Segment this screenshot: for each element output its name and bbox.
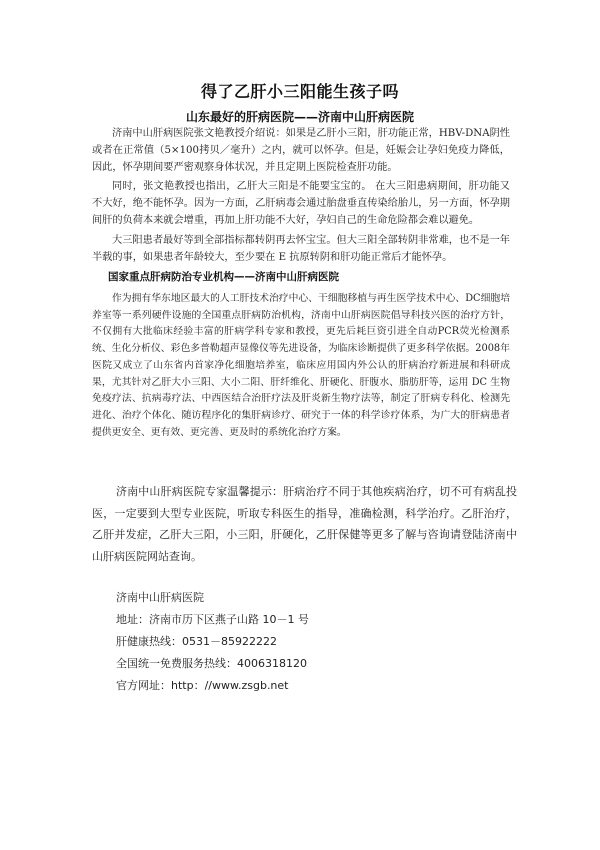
expert-tip: 济南中山肝病医院专家温馨提示：肝病治疗不同于其他疾病治疗，切不可有病乱投医，一定要到大型专业医院，听取专科医生的指导，准确检测，科学治疗。乙肝治疗，乙肝并发症，乙肝大三阳，小三阳，肝硬化，乙肝保健等更多了解与咨询请登陆济南中山肝病医院网站查询。 (92, 485, 517, 563)
document-title: 得了乙肝小三阳能生孩子吗 (200, 82, 399, 101)
section-heading: 国家重点肝病防治专业机构——济南中山肝病医院 (108, 271, 339, 284)
document-subtitle: 山东最好的肝病医院——济南中山肝病医院 (185, 110, 414, 124)
article-body (92, 126, 510, 288)
paragraph-1: 济南中山肝病医院张文艳教授介绍说：如果是乙肝小三阳，肝功能正常，HBV-DNA阴性或者在正常值（5×100拷贝／毫升）之内，就可以怀孕。但是，妊娠会让孕妇免疫力降低，因此，怀孕期间要严密观察身体状况，并且定期上医院检查肝功能。 (92, 128, 510, 173)
contact-hospital-name: 济南中山肝病医院 (116, 591, 204, 604)
org-paragraph: 作为拥有华东地区最大的人工肝技术治疗中心、干细胞移植与再生医学技术中心、DC细胞培养室等一系列硬件设施的全国重点肝病防治机构，济南中山肝病医院倡导科技兴医的治疗方针，不仅拥有大批临床经验丰富的肝病学科专家和教授，更先后耗巨资引进全自动PCR荧光检测系统、生化分析仪、彩色多普勒超声显像仪等先进设备，为临床诊断提供了更多科学依据。2008年医院又成立了山东省内首家净化细胞培养室，临床应用国内外公认的肝病治疗新进展和科研成果，尤其针对乙肝大小三阳、大小二阳、肝纤维化、肝硬化、肝腹水、脂肪肝等，运用 DC 生物免疫疗法、抗病毒疗法、中西医结合治肝疗法及肝炎新生物疗法等，制定了肝病专科化、检测先进化、治疗个体化、随访程序化的集肝病诊疗、研究于一体的科学诊疗体系，为广大的肝病患者提供更安全、更有效、更完善、更及时的系统化治疗方案。 (92, 293, 510, 438)
paragraph-2: 同时，张文艳教授也指出，乙肝大三阳是不能要宝宝的。 在大三阳患病期间，肝功能又不大好，绝不能怀孕。因为一方面，乙肝病毒会通过胎盘垂直传染给胎儿，另一方面，怀孕期间肝的负荷本来就会增重，再加上肝功能不大好，孕妇自己的生命危险都会难以避免。 (92, 181, 510, 226)
contact-website: 官方网址：http：//www.zsgb.net (116, 679, 289, 692)
paragraph-3: 大三阳患者最好等到全部指标都转阴再去怀宝宝。但大三阳全部转阴非常难，也不是一年半载的事，如果患者年龄较大，至少要在 E 抗原转阴和肝功能正常后才能怀孕。 (92, 234, 510, 263)
contact-hotline: 肝健康热线：0531－85922222 (116, 635, 277, 648)
contact-address: 地址：济南市历下区燕子山路 10－1 号 (116, 613, 309, 626)
contact-free-hotline: 全国统一免费服务热线：4006318120 (116, 657, 307, 670)
contact-info (116, 587, 496, 697)
org-introduction (92, 291, 510, 441)
